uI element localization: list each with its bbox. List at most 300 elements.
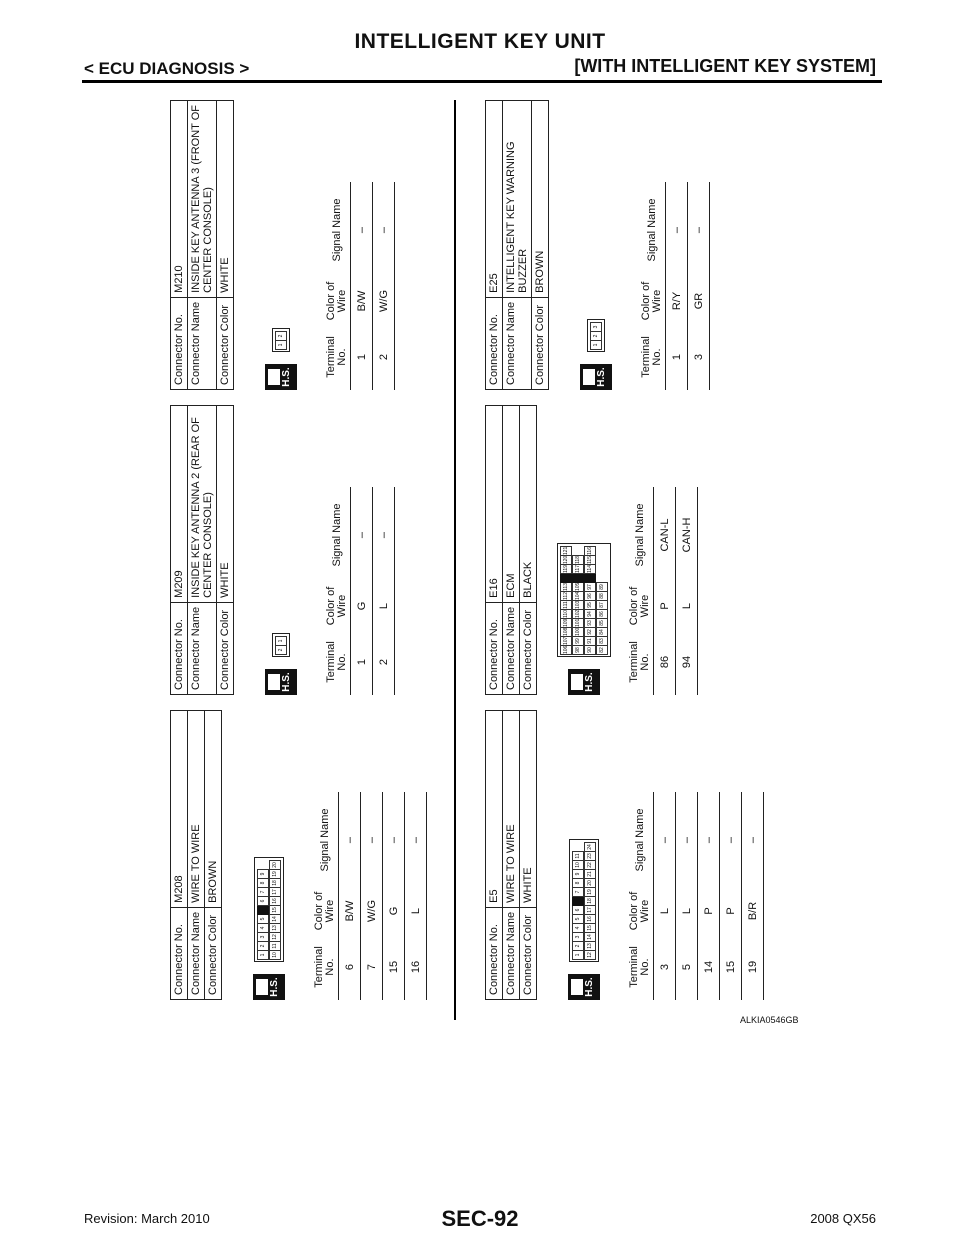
- terminal-table: [324, 182, 395, 390]
- pin-cell: 99: [572, 636, 584, 646]
- connector-block-content: [170, 395, 395, 695]
- terminal-header-cell: Signal Name: [627, 792, 654, 888]
- info-value: ECM: [503, 406, 520, 603]
- pin-cell: 110: [560, 609, 572, 619]
- pin-cell: 9: [257, 869, 269, 879]
- pin-row: [269, 860, 281, 959]
- terminal-row: [373, 487, 395, 695]
- pin-cell: 109: [560, 618, 572, 628]
- pin-cell: 105: [572, 582, 584, 592]
- connector-block-content: [485, 395, 698, 695]
- pin-cell: 113: [560, 582, 572, 592]
- pin-cell: 8: [572, 878, 584, 888]
- terminal-cell: W/G: [373, 278, 395, 324]
- info-value: INSIDE KEY ANTENNA 3 (FRONT OF CENTER CONSOLE): [188, 101, 217, 298]
- info-row: [205, 711, 222, 1000]
- info-row: [486, 101, 503, 390]
- terminal-cell: P: [654, 583, 676, 629]
- terminal-cell: –: [688, 182, 710, 278]
- info-label: Connector Name: [188, 297, 217, 389]
- pin-cell: 108: [560, 627, 572, 637]
- pin-cell: 9: [572, 869, 584, 879]
- pin-row: [257, 860, 269, 959]
- hs-label: H.S.: [269, 977, 280, 997]
- pin-row: [584, 842, 596, 959]
- pin-cell: 1: [590, 340, 602, 350]
- terminal-cell: 16: [405, 934, 427, 1000]
- terminal-row: [666, 182, 688, 390]
- info-value: WHITE: [520, 711, 537, 908]
- pin-cell: 10: [572, 860, 584, 870]
- pin-row: [572, 546, 584, 654]
- info-value: BROWN: [532, 101, 549, 298]
- terminal-cell: B/R: [742, 888, 764, 934]
- pin-cell: 96: [584, 591, 596, 601]
- pin-cell: 97: [584, 582, 596, 592]
- info-value: E16: [486, 406, 503, 603]
- connector-pinout: [587, 319, 605, 352]
- pin-cell: 91: [584, 636, 596, 646]
- info-row: [486, 711, 503, 1000]
- terminal-header-cell: Color of Wire: [324, 583, 351, 629]
- pin-cell: 120: [560, 555, 572, 565]
- info-row: [171, 711, 188, 1000]
- pin-row: [590, 322, 602, 349]
- hs-icon: [253, 974, 285, 1000]
- terminal-row: [351, 487, 373, 695]
- pin-cell: 3: [257, 932, 269, 942]
- terminal-header-cell: Signal Name: [324, 182, 351, 278]
- terminal-header-cell: Terminal No.: [639, 324, 666, 390]
- terminal-cell: –: [676, 792, 698, 888]
- pin-cell: 19: [269, 869, 281, 879]
- terminal-row: [351, 182, 373, 390]
- pin-cell: 119: [560, 564, 572, 574]
- pin-cell: [584, 573, 596, 583]
- pin-cell: 85: [596, 618, 608, 628]
- pin-cell: 4: [572, 923, 584, 933]
- terminal-cell: 2: [373, 629, 395, 695]
- info-value: BLACK: [520, 406, 537, 603]
- info-value: M210: [171, 101, 188, 298]
- pin-cell: 23: [584, 851, 596, 861]
- hs-label: H.S.: [281, 367, 292, 387]
- pin-cell: 12: [584, 950, 596, 960]
- terminal-row: [654, 792, 676, 1000]
- pin-cell: 5: [257, 914, 269, 924]
- pin-cell: 11: [572, 851, 584, 861]
- terminal-cell: 15: [383, 934, 405, 1000]
- pin-cell: 15: [584, 923, 596, 933]
- info-label: Connector Color: [520, 602, 537, 694]
- pin-cell: 1: [257, 950, 269, 960]
- terminal-cell: G: [383, 888, 405, 934]
- hs-label: H.S.: [584, 672, 595, 692]
- terminal-cell: CAN-H: [676, 487, 698, 583]
- terminal-table: [312, 792, 427, 1000]
- harness-side-icon: [256, 979, 268, 995]
- info-label: Connector No.: [171, 907, 188, 999]
- hs-label: H.S.: [596, 367, 607, 387]
- pin-cell: 92: [584, 627, 596, 637]
- terminal-header-cell: Signal Name: [324, 487, 351, 583]
- terminal-row: [405, 792, 427, 1000]
- terminal-row: [676, 792, 698, 1000]
- terminal-header-cell: Terminal No.: [324, 629, 351, 695]
- info-row: [217, 101, 234, 390]
- terminal-header-row: [627, 792, 654, 1000]
- pin-cell: 2: [275, 331, 287, 341]
- pin-cell: 13: [269, 923, 281, 933]
- pin-cell: 19: [584, 887, 596, 897]
- pin-cell: 16: [269, 896, 281, 906]
- info-value: INTELLIGENT KEY WARNING BUZZER: [503, 101, 532, 298]
- terminal-cell: –: [373, 487, 395, 583]
- info-label: Connector Color: [217, 297, 234, 389]
- pin-cell: 107: [560, 636, 572, 646]
- pin-cell: 98: [572, 645, 584, 655]
- terminal-row: [698, 792, 720, 1000]
- terminal-header-row: [627, 487, 654, 695]
- figure-code: ALKIA0546GB: [740, 1015, 799, 1025]
- pin-cell: 5: [572, 914, 584, 924]
- pin-cell: 2: [257, 941, 269, 951]
- terminal-cell: 6: [339, 934, 361, 1000]
- column-divider: [454, 100, 456, 1020]
- info-row: [188, 711, 205, 1000]
- terminal-header-cell: Terminal No.: [324, 324, 351, 390]
- terminal-cell: GR: [688, 278, 710, 324]
- terminal-cell: 1: [351, 629, 373, 695]
- terminal-cell: 2: [373, 324, 395, 390]
- terminal-cell: –: [666, 182, 688, 278]
- terminal-cell: –: [351, 487, 373, 583]
- pin-cell: 1: [275, 636, 287, 646]
- pin-cell: 22: [584, 860, 596, 870]
- connector-face-diagram: [244, 90, 318, 390]
- pin-cell: 7: [257, 887, 269, 897]
- pin-cell: 4: [257, 923, 269, 933]
- hs-icon: [580, 364, 612, 390]
- pin-cell: 84: [596, 627, 608, 637]
- terminal-cell: 14: [698, 934, 720, 1000]
- harness-side-icon: [571, 674, 583, 690]
- terminal-cell: 1: [666, 324, 688, 390]
- connector-block-content: [170, 90, 395, 390]
- pin-row: [572, 842, 584, 959]
- terminal-row: [373, 182, 395, 390]
- pin-cell: 118: [572, 555, 584, 565]
- pin-cell: 116: [584, 546, 596, 556]
- pin-cell: 1: [572, 950, 584, 960]
- terminal-header-row: [639, 182, 666, 390]
- terminal-cell: –: [654, 792, 676, 888]
- model-label: 2008 QX56: [810, 1211, 876, 1226]
- pin-cell: 1: [275, 340, 287, 350]
- pin-cell: 83: [596, 636, 608, 646]
- terminal-header-cell: Signal Name: [639, 182, 666, 278]
- pin-cell: [572, 573, 584, 583]
- connector-face-diagram: [559, 90, 633, 390]
- terminal-header-cell: Signal Name: [312, 792, 339, 888]
- info-label: Connector No.: [486, 602, 503, 694]
- terminal-cell: –: [383, 792, 405, 888]
- info-row: [171, 101, 188, 390]
- pin-cell: 20: [269, 860, 281, 870]
- pin-cell: 90: [584, 645, 596, 655]
- info-label: Connector Name: [503, 602, 520, 694]
- harness-side-icon: [583, 369, 595, 385]
- terminal-cell: 1: [351, 324, 373, 390]
- terminal-cell: –: [373, 182, 395, 278]
- pin-row: [596, 546, 608, 654]
- pin-cell: 16: [584, 914, 596, 924]
- pin-cell: 6: [572, 905, 584, 915]
- pin-cell: 101: [572, 618, 584, 628]
- connector-face-diagram: [547, 395, 621, 695]
- harness-side-icon: [268, 369, 280, 385]
- info-label: Connector No.: [171, 297, 188, 389]
- connector-pinout: [272, 328, 290, 352]
- info-row: [520, 406, 537, 695]
- connector-block-content: [485, 700, 764, 1000]
- pin-cell: 13: [584, 941, 596, 951]
- info-value: WIRE TO WIRE: [188, 711, 205, 908]
- info-value: BROWN: [205, 711, 222, 908]
- pin-cell: 93: [584, 618, 596, 628]
- terminal-cell: G: [351, 583, 373, 629]
- info-label: Connector Name: [503, 297, 532, 389]
- connector-face-diagram: [547, 700, 621, 1000]
- terminal-header-cell: Color of Wire: [312, 888, 339, 934]
- terminal-cell: B/W: [339, 888, 361, 934]
- info-label: Connector Name: [188, 602, 217, 694]
- terminal-table: [627, 792, 764, 1000]
- terminal-table: [324, 487, 395, 695]
- terminal-cell: P: [698, 888, 720, 934]
- terminal-table: [627, 487, 698, 695]
- info-row: [188, 406, 217, 695]
- terminal-cell: 3: [654, 934, 676, 1000]
- page-title: INTELLIGENT KEY UNIT: [354, 30, 606, 53]
- connector-pinout: [272, 633, 290, 657]
- harness-side-icon: [571, 979, 583, 995]
- info-value: E5: [486, 711, 503, 908]
- terminal-cell: CAN-L: [654, 487, 676, 583]
- pin-row: [584, 546, 596, 654]
- terminal-cell: B/W: [351, 278, 373, 324]
- terminal-cell: 15: [720, 934, 742, 1000]
- pin-cell: [257, 905, 269, 915]
- info-label: Connector No.: [171, 602, 188, 694]
- terminal-table: [639, 182, 710, 390]
- terminal-cell: –: [720, 792, 742, 888]
- pin-cell: 2: [590, 331, 602, 341]
- pin-cell: 14: [584, 932, 596, 942]
- info-row: [503, 406, 520, 695]
- pin-cell: 17: [584, 905, 596, 915]
- info-value: E25: [486, 101, 503, 298]
- terminal-cell: P: [720, 888, 742, 934]
- terminal-row: [742, 792, 764, 1000]
- connector-face-diagram: [232, 700, 306, 1000]
- terminal-cell: L: [405, 888, 427, 934]
- page-number: SEC-92: [441, 1206, 519, 1231]
- connector-info-table: [170, 710, 222, 1000]
- connector-info-table: [170, 405, 234, 695]
- system-label: [WITH INTELLIGENT KEY SYSTEM]: [574, 56, 876, 76]
- revision-label: Revision: March 2010: [84, 1211, 210, 1226]
- hs-icon: [568, 974, 600, 1000]
- connector-info-table: [485, 405, 537, 695]
- pin-cell: 14: [269, 914, 281, 924]
- terminal-cell: –: [742, 792, 764, 888]
- pin-cell: 6: [257, 896, 269, 906]
- terminal-header-row: [324, 487, 351, 695]
- terminal-cell: 5: [676, 934, 698, 1000]
- hs-icon: [568, 669, 600, 695]
- terminal-header-cell: Terminal No.: [312, 934, 339, 1000]
- pin-cell: 82: [596, 645, 608, 655]
- terminal-cell: –: [339, 792, 361, 888]
- section-label: < ECU DIAGNOSIS >: [84, 59, 250, 78]
- pin-cell: 117: [572, 564, 584, 574]
- pin-cell: [560, 573, 572, 583]
- connector-face-diagram: [244, 395, 318, 695]
- pin-cell: 3: [572, 932, 584, 942]
- info-value: INSIDE KEY ANTENNA 2 (REAR OF CENTER CONSOLE): [188, 406, 217, 603]
- pin-cell: 89: [596, 582, 608, 592]
- terminal-cell: –: [698, 792, 720, 888]
- info-row: [503, 101, 532, 390]
- pin-cell: 102: [572, 609, 584, 619]
- info-label: Connector Name: [188, 907, 205, 999]
- info-value: M208: [171, 711, 188, 908]
- pin-cell: 17: [269, 887, 281, 897]
- connector-info-table: [485, 710, 537, 1000]
- header-rule: [82, 80, 882, 83]
- terminal-header-row: [312, 792, 339, 1000]
- connector-info-table: [485, 100, 549, 390]
- terminal-cell: W/G: [361, 888, 383, 934]
- pin-cell: 94: [584, 609, 596, 619]
- pin-cell: 121: [560, 546, 572, 556]
- terminal-row: [383, 792, 405, 1000]
- terminal-header-row: [324, 182, 351, 390]
- terminal-header-cell: Color of Wire: [627, 583, 654, 629]
- pin-cell: 18: [584, 896, 596, 906]
- terminal-cell: L: [373, 583, 395, 629]
- pin-cell: [572, 896, 584, 906]
- terminal-cell: 86: [654, 629, 676, 695]
- terminal-row: [688, 182, 710, 390]
- pin-cell: 2: [275, 645, 287, 655]
- info-value: WHITE: [217, 406, 234, 603]
- pin-cell: 11: [269, 941, 281, 951]
- terminal-header-cell: Terminal No.: [627, 934, 654, 1000]
- terminal-header-cell: Color of Wire: [627, 888, 654, 934]
- pin-cell: 15: [269, 905, 281, 915]
- connector-block-content: [485, 90, 710, 390]
- info-row: [503, 711, 520, 1000]
- info-row: [486, 406, 503, 695]
- terminal-cell: L: [676, 583, 698, 629]
- pin-cell: 10: [269, 950, 281, 960]
- terminal-cell: –: [351, 182, 373, 278]
- pin-cell: 18: [269, 878, 281, 888]
- terminal-cell: L: [654, 888, 676, 934]
- terminal-header-cell: Color of Wire: [324, 278, 351, 324]
- connector-pinout: [557, 543, 611, 657]
- harness-side-icon: [268, 674, 280, 690]
- hs-label: H.S.: [584, 977, 595, 997]
- pin-row: [275, 636, 287, 654]
- terminal-header-cell: Terminal No.: [627, 629, 654, 695]
- info-value: WHITE: [217, 101, 234, 298]
- pin-cell: 24: [584, 842, 596, 852]
- hs-icon: [265, 364, 297, 390]
- terminal-row: [676, 487, 698, 695]
- pin-cell: 21: [584, 869, 596, 879]
- pin-cell: 86: [596, 609, 608, 619]
- terminal-header-cell: Signal Name: [627, 487, 654, 583]
- pin-cell: 88: [596, 591, 608, 601]
- hs-label: H.S.: [281, 672, 292, 692]
- terminal-cell: R/Y: [666, 278, 688, 324]
- info-label: Connector Color: [217, 602, 234, 694]
- pin-cell: 12: [269, 932, 281, 942]
- terminal-cell: 7: [361, 934, 383, 1000]
- terminal-row: [339, 792, 361, 1000]
- connector-pinout: [254, 857, 284, 962]
- info-label: Connector No.: [486, 297, 503, 389]
- terminal-row: [720, 792, 742, 1000]
- info-value: WIRE TO WIRE: [503, 711, 520, 908]
- pin-cell: 103: [572, 600, 584, 610]
- info-row: [532, 101, 549, 390]
- pin-cell: 8: [257, 878, 269, 888]
- info-value: M209: [171, 406, 188, 603]
- terminal-cell: 19: [742, 934, 764, 1000]
- info-row: [188, 101, 217, 390]
- terminal-header-cell: Color of Wire: [639, 278, 666, 324]
- info-label: Connector No.: [486, 907, 503, 999]
- info-row: [520, 711, 537, 1000]
- pin-row: [560, 546, 572, 654]
- info-label: Connector Color: [520, 907, 537, 999]
- pin-row: [275, 331, 287, 349]
- connector-info-table: [170, 100, 234, 390]
- info-label: Connector Color: [532, 297, 549, 389]
- pin-cell: 20: [584, 878, 596, 888]
- pin-cell: 114: [584, 564, 596, 574]
- connector-pinout: [569, 839, 599, 962]
- info-row: [171, 406, 188, 695]
- pin-cell: 7: [572, 887, 584, 897]
- pin-cell: 104: [572, 591, 584, 601]
- pin-cell: 95: [584, 600, 596, 610]
- terminal-cell: –: [405, 792, 427, 888]
- info-row: [217, 406, 234, 695]
- terminal-cell: 3: [688, 324, 710, 390]
- pin-cell: 87: [596, 600, 608, 610]
- terminal-cell: –: [361, 792, 383, 888]
- terminal-row: [361, 792, 383, 1000]
- pin-cell: 3: [590, 322, 602, 332]
- terminal-row: [654, 487, 676, 695]
- pin-cell: 2: [572, 941, 584, 951]
- hs-icon: [265, 669, 297, 695]
